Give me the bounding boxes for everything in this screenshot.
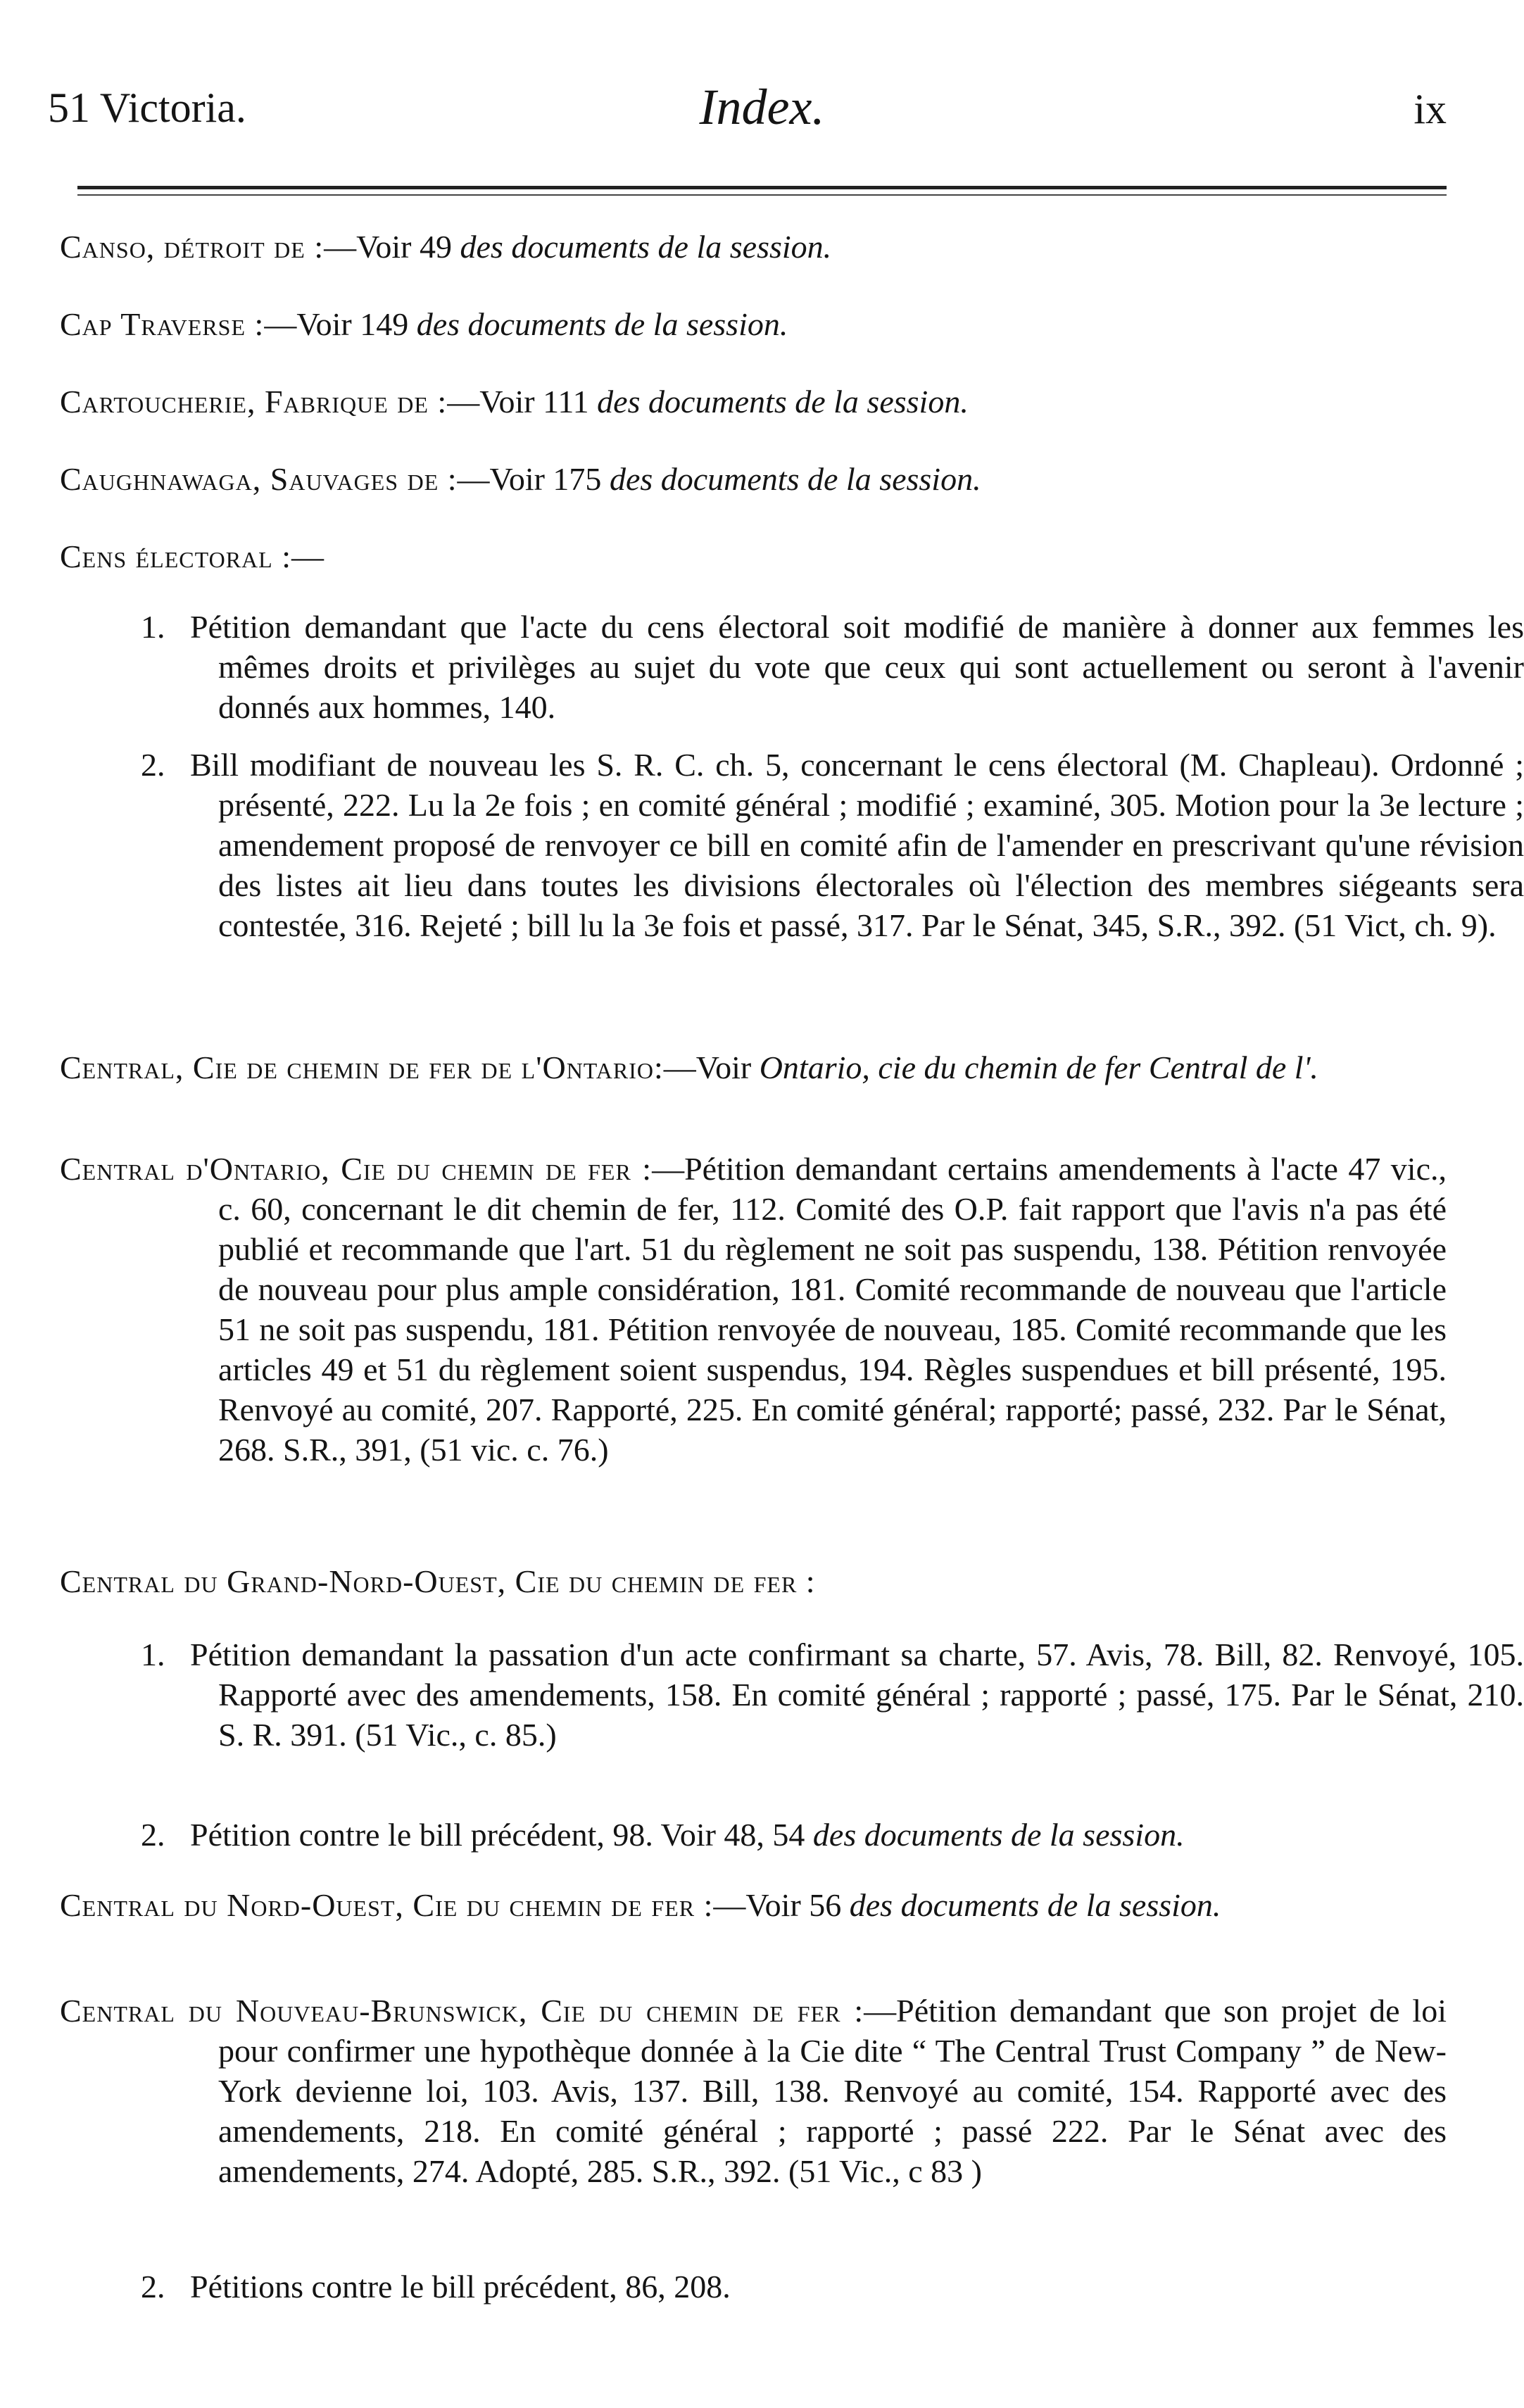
index-entry	[60, 1047, 1447, 1088]
sub-item-text: Pétition demandant que l'acte du cens électoral soit modifié de manière à donner aux femmes les mêmes droits et privilèges au sujet du vote que ceux qui sont actuellement ou seront à l'avenir donnés aux hommes, 140.	[190, 609, 1524, 725]
index-entry	[60, 227, 1447, 267]
sub-item-text: Bill modifiant de nouveau les S. R. C. ch. 5, concernant le cens électoral (M. Chapleau). Ordonné ; présenté, 222. Lu la 2e fois ; en comité général ; modifié ; examiné, 305. Motion pour la 3e lecture ; amendement proposé de renvoyer ce bill en comité afin de l'amender en prescrivant qu'une révision des listes ait lieu dans toutes les divisions électorales où l'élection des membres siégeants sera contestée, 316. Rejeté ; bill lu la 3e fois et passé, 317. Par le Sénat, 345, S.R., 392. (51 Vict, ch. 9).	[190, 747, 1524, 943]
running-head-left: 51 Victoria.	[48, 84, 246, 131]
entry-ref: des documents de la session.	[601, 461, 981, 497]
entry-ref: des documents de la session.	[408, 306, 788, 342]
sub-item-number: 2.	[141, 2269, 165, 2305]
entry-text: —Voir 49	[324, 229, 452, 265]
entry-heading: Central du Grand-Nord-Ouest, Cie du chemin de fer :	[60, 1563, 816, 1599]
sub-item	[141, 2267, 1524, 2307]
index-entry	[60, 304, 1447, 344]
entry-heading: Central du Nord-Ouest, Cie du chemin de fer :	[60, 1887, 714, 1923]
entry-text: —Voir	[663, 1049, 760, 1085]
entry-text: —Pétition demandant que son projet de loi pour confirmer une hypothèque donnée à la Cie dite “ The Central Trust Company ” de New-York devienne loi, 103. Avis, 137. Bill, 138. Renvoyé au comité, 154. Rapporté avec des amendements, 218. En comité général ; rapporté ; passé 222. Par le Sénat avec des amendements, 274. Adopté, 285. S.R., 392. (51 Vic., c 83 )	[218, 1993, 1447, 2189]
sub-item-text: Pétition contre le bill précédent, 98. Voir 48, 54	[190, 1817, 805, 1853]
sub-item-number: 2.	[141, 747, 165, 783]
index-entry	[60, 1885, 1447, 1925]
index-entry	[60, 459, 1447, 499]
header-rule	[77, 186, 1447, 189]
sub-item	[141, 745, 1524, 945]
entry-text: —Voir 175	[457, 461, 602, 497]
entry-heading: Cartoucherie, Fabrique de :	[60, 384, 448, 420]
entry-text: —Pétition demandant certains amendements à l'acte 47 vic., c. 60, concernant le dit chemin de fer, 112. Comité des O.P. fait rapport que l'avis n'a pas été publié et recommande que l'art. 51 du règlement ne soit pas suspendu, 138. Pétition renvoyée de nouveau pour plus ample considération, 181. Comité recommande de nouveau que l'article 51 ne soit pas suspendu, 181. Pétition renvoyée de nouveau, 185. Comité recommande que les articles 49 et 51 du règlement soient suspendus, 194. Règles suspendues et bill présenté, 195. Renvoyé au comité, 207. Rapporté, 225. En comité général; rapporté; passé, 232. Par le Sénat, 268. S.R., 391, (51 vic. c. 76.)	[218, 1151, 1447, 1468]
sub-item-number: 1.	[141, 609, 165, 645]
index-entry	[60, 1561, 1447, 1601]
page-number: ix	[1413, 86, 1447, 132]
entry-ref: des documents de la session.	[588, 384, 969, 420]
header-rule-thin	[77, 194, 1447, 196]
sub-item	[141, 1815, 1524, 1855]
index-entry	[60, 1149, 1447, 1470]
entry-heading: Central d'Ontario, Cie du chemin de fer :	[60, 1151, 653, 1187]
entry-ref: Ontario, cie du chemin de fer Central de l'.	[759, 1049, 1318, 1085]
entry-text: —Voir 111	[447, 384, 589, 420]
entry-heading: Central, Cie de chemin de fer de l'Ontario:	[60, 1049, 664, 1085]
entry-heading: Cens électoral :—	[60, 538, 325, 574]
index-entry	[60, 536, 1447, 576]
entry-heading: Caughnawaga, Sauvages de :	[60, 461, 458, 497]
sub-item-text: Pétitions contre le bill précédent, 86, 208.	[190, 2269, 731, 2305]
index-entry	[60, 382, 1447, 422]
sub-item	[141, 1634, 1524, 1755]
entry-heading: Cap Traverse :	[60, 306, 265, 342]
entry-heading: Canso, détroit de :	[60, 229, 325, 265]
entry-heading: Central du Nouveau-Brunswick, Cie du chemin de fer :	[60, 1993, 864, 2029]
sub-item-number: 2.	[141, 1817, 165, 1853]
entry-ref: des documents de la session.	[841, 1887, 1221, 1923]
sub-item-text: Pétition demandant la passation d'un acte confirmant sa charte, 57. Avis, 78. Bill, 82. Renvoyé, 105. Rapporté avec des amendements, 158. En comité général ; rapporté ; passé, 175. Par le Sénat, 210. S. R. 391. (51 Vic., c. 85.)	[190, 1637, 1524, 1753]
sub-item	[141, 607, 1524, 727]
entry-ref: des documents de la session.	[452, 229, 832, 265]
sub-item-number: 1.	[141, 1637, 165, 1672]
entry-text: —Voir 56	[713, 1887, 842, 1923]
page-title: Index.	[699, 79, 825, 135]
sub-item-ref: des documents de la session.	[805, 1817, 1185, 1853]
entry-text: —Voir 149	[264, 306, 409, 342]
index-entry	[60, 1991, 1447, 2191]
